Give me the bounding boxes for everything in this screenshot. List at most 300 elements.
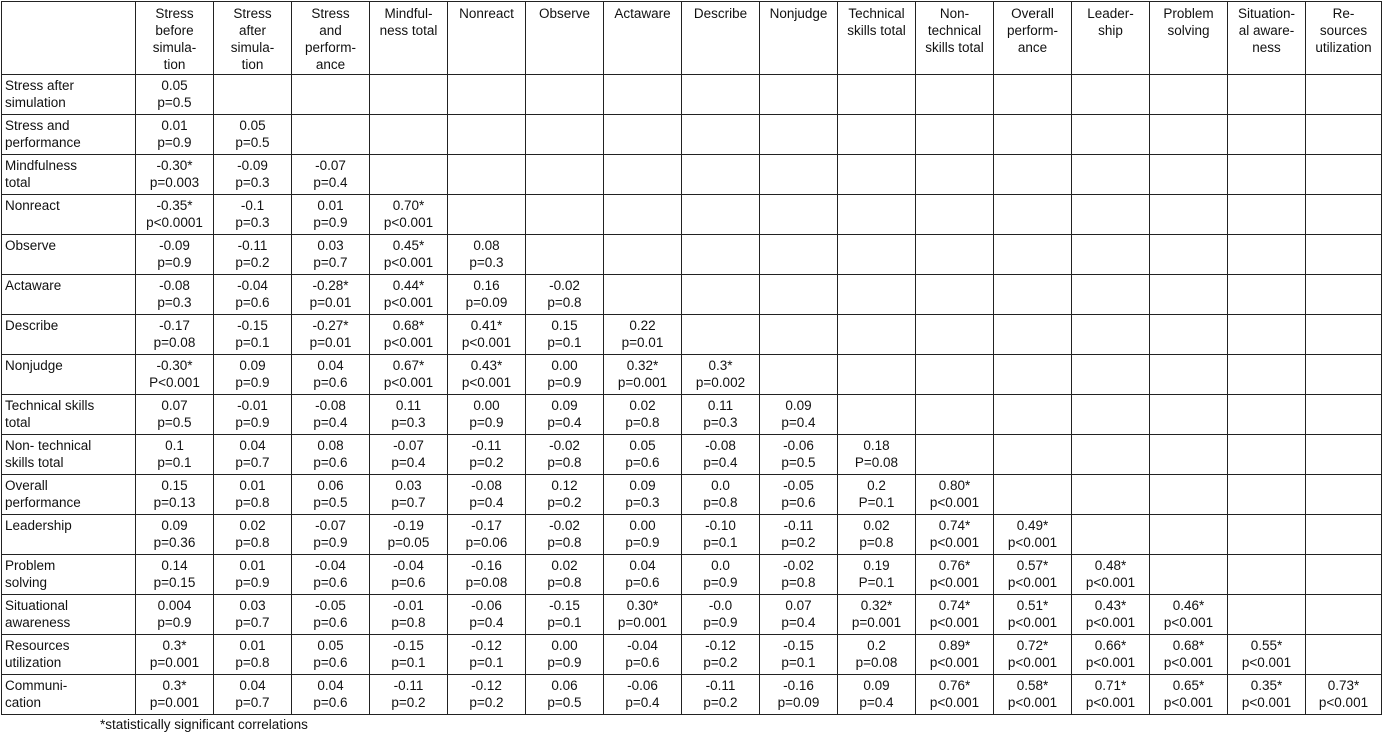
correlation-cell <box>292 595 370 635</box>
correlation-cell <box>292 315 370 355</box>
label-line: Nonjudge <box>5 358 63 373</box>
correlation-cell <box>292 235 370 275</box>
empty-cell <box>1072 275 1150 315</box>
coefficient-value: 0.19 <box>863 558 890 573</box>
correlation-cell <box>1150 595 1228 635</box>
table-row <box>2 235 1382 275</box>
correlation-cell <box>214 435 292 475</box>
coefficient-value: -0.09 <box>159 238 190 253</box>
empty-cell <box>760 355 838 395</box>
empty-cell <box>604 75 682 115</box>
empty-cell <box>1072 435 1150 475</box>
column-header <box>448 2 526 75</box>
coefficient-value: 0.48* <box>1094 558 1127 573</box>
coefficient-value: 0.76* <box>938 558 971 573</box>
empty-cell <box>1150 435 1228 475</box>
correlation-cell <box>214 235 292 275</box>
coefficient-value: 0.70* <box>392 198 425 213</box>
correlation-cell <box>292 435 370 475</box>
row-header <box>2 115 136 155</box>
label-line: skills total <box>847 23 906 38</box>
coefficient-value: 0.57* <box>1016 558 1049 573</box>
coefficient-value: 0.45* <box>392 238 425 253</box>
correlation-cell <box>1072 635 1150 675</box>
coefficient-value: -0.01 <box>237 398 268 413</box>
coefficient-value: 0.41* <box>470 318 503 333</box>
empty-cell <box>994 435 1072 475</box>
empty-cell <box>1150 315 1228 355</box>
label-line: skills total <box>925 40 984 55</box>
correlation-cell <box>682 395 760 435</box>
coefficient-value: 0.00 <box>473 398 500 413</box>
correlation-cell <box>604 515 682 555</box>
p-value: p=0.6 <box>391 575 426 590</box>
column-header <box>214 2 292 75</box>
p-value: p=0.3 <box>391 415 426 430</box>
empty-cell <box>1150 235 1228 275</box>
empty-cell <box>1150 355 1228 395</box>
coefficient-value: -0.16 <box>783 678 814 693</box>
p-value: p<0.001 <box>1007 535 1058 550</box>
empty-cell <box>916 395 994 435</box>
table-row <box>2 275 1382 315</box>
empty-cell <box>1150 75 1228 115</box>
correlation-cell <box>916 515 994 555</box>
empty-cell <box>994 355 1072 395</box>
correlation-table <box>1 1 1382 715</box>
label-line: Stress and <box>5 118 70 133</box>
correlation-cell <box>136 235 214 275</box>
coefficient-value: 0.02 <box>551 558 578 573</box>
empty-cell <box>526 235 604 275</box>
coefficient-value: 0.43* <box>470 358 503 373</box>
label-line: Situation- <box>1237 6 1296 21</box>
table-row <box>2 75 1382 115</box>
empty-cell <box>370 115 448 155</box>
correlation-cell <box>214 315 292 355</box>
correlation-cell <box>370 475 448 515</box>
p-value: p=0.4 <box>313 415 348 430</box>
empty-cell <box>1228 235 1306 275</box>
label-line: ance <box>315 57 346 72</box>
correlation-cell <box>604 475 682 515</box>
correlation-cell <box>916 555 994 595</box>
label-line: Nonjudge <box>769 6 828 21</box>
correlation-cell <box>214 195 292 235</box>
coefficient-value: -0.15 <box>237 318 268 333</box>
correlation-cell <box>838 435 916 475</box>
label-line: Describe <box>5 318 59 333</box>
empty-cell <box>838 155 916 195</box>
coefficient-value: 0.80* <box>938 478 971 493</box>
p-value: p=0.7 <box>313 255 348 270</box>
column-header <box>1306 2 1382 75</box>
p-value: p=0.5 <box>157 415 192 430</box>
coefficient-value: -0.10 <box>705 518 736 533</box>
coefficient-value: 0.49* <box>1016 518 1049 533</box>
correlation-cell <box>682 475 760 515</box>
empty-cell <box>838 195 916 235</box>
p-value: p=0.3 <box>469 255 504 270</box>
p-value: p<0.001 <box>1163 655 1214 670</box>
coefficient-value: 0.04 <box>239 678 266 693</box>
correlation-cell <box>994 595 1072 635</box>
p-value: p=0.003 <box>149 175 200 190</box>
p-value: p<0.001 <box>1085 655 1136 670</box>
p-value: p=0.6 <box>313 655 348 670</box>
p-value: p=0.2 <box>781 535 816 550</box>
correlation-cell <box>136 195 214 235</box>
correlation-cell <box>214 595 292 635</box>
coefficient-value: 0.11 <box>395 398 422 413</box>
empty-cell <box>1306 275 1382 315</box>
correlation-cell <box>214 395 292 435</box>
coefficient-value: 0.68* <box>392 318 425 333</box>
corner-cell <box>2 2 136 75</box>
table-row <box>2 475 1382 515</box>
coefficient-value: 0.2 <box>867 638 886 653</box>
p-value: p=0.13 <box>153 495 196 510</box>
p-value: p=0.6 <box>625 575 660 590</box>
coefficient-value: 0.01 <box>239 478 266 493</box>
empty-cell <box>1306 155 1382 195</box>
correlation-cell <box>448 275 526 315</box>
coefficient-value: 0.72* <box>1016 638 1049 653</box>
p-value: p<0.001 <box>461 335 512 350</box>
empty-cell <box>994 115 1072 155</box>
correlation-cell <box>760 595 838 635</box>
empty-cell <box>1228 435 1306 475</box>
p-value: p=0.5 <box>313 495 348 510</box>
label-line: Describe <box>693 6 748 21</box>
p-value: p=0.6 <box>313 615 348 630</box>
coefficient-value: 0.74* <box>938 518 971 533</box>
empty-cell <box>1306 115 1382 155</box>
p-value: p=0.1 <box>157 455 192 470</box>
correlation-cell <box>136 515 214 555</box>
empty-cell <box>994 195 1072 235</box>
p-value: p<0.001 <box>1085 695 1136 710</box>
p-value: p=0.05 <box>387 535 430 550</box>
correlation-cell <box>292 195 370 235</box>
label-line: Stress <box>155 6 194 21</box>
coefficient-value: -0.15 <box>783 638 814 653</box>
correlation-cell <box>604 595 682 635</box>
coefficient-value: 0.004 <box>157 598 192 613</box>
coefficient-value: 0.1 <box>165 438 184 453</box>
correlation-cell <box>214 675 292 715</box>
empty-cell <box>1228 555 1306 595</box>
correlation-cell <box>214 275 292 315</box>
correlation-cell <box>214 115 292 155</box>
coefficient-value: 0.05 <box>317 638 344 653</box>
p-value: p=0.1 <box>547 335 582 350</box>
correlation-cell <box>526 635 604 675</box>
coefficient-value: 0.01 <box>239 558 266 573</box>
empty-cell <box>1306 395 1382 435</box>
empty-cell <box>214 75 292 115</box>
empty-cell <box>1072 315 1150 355</box>
coefficient-value: -0.08 <box>159 278 190 293</box>
correlation-cell <box>370 675 448 715</box>
correlation-cell <box>526 355 604 395</box>
coefficient-value: 0.11 <box>707 398 734 413</box>
correlation-cell <box>760 475 838 515</box>
coefficient-value: -0.16 <box>471 558 502 573</box>
correlation-cell <box>682 435 760 475</box>
correlation-cell <box>916 475 994 515</box>
row-header <box>2 675 136 715</box>
label-line: Technical skills <box>5 398 95 413</box>
empty-cell <box>916 275 994 315</box>
column-header <box>526 2 604 75</box>
coefficient-value: 0.89* <box>938 638 971 653</box>
p-value: p<0.001 <box>383 375 434 390</box>
p-value: p=0.8 <box>703 495 738 510</box>
coefficient-value: -0.11 <box>237 238 268 253</box>
p-value: p<0.001 <box>383 335 434 350</box>
label-line: utilization <box>1315 40 1372 55</box>
column-header <box>1072 2 1150 75</box>
coefficient-value: 0.76* <box>938 678 971 693</box>
correlation-cell <box>838 635 916 675</box>
correlation-cell <box>760 435 838 475</box>
correlation-cell <box>292 635 370 675</box>
correlation-cell <box>136 115 214 155</box>
empty-cell <box>1228 115 1306 155</box>
p-value: p=0.7 <box>391 495 426 510</box>
label-line: total <box>5 175 31 190</box>
p-value: p=0.2 <box>703 655 738 670</box>
p-value: p=0.4 <box>781 415 816 430</box>
coefficient-value: 0.14 <box>161 558 188 573</box>
coefficient-value: -0.06 <box>627 678 658 693</box>
coefficient-value: 0.18 <box>863 438 890 453</box>
correlation-cell <box>448 595 526 635</box>
empty-cell <box>916 155 994 195</box>
correlation-cell <box>214 635 292 675</box>
empty-cell <box>1306 515 1382 555</box>
correlation-cell <box>1072 595 1150 635</box>
correlation-cell <box>760 635 838 675</box>
p-value: p=0.2 <box>547 495 582 510</box>
p-value: p=0.7 <box>235 615 270 630</box>
empty-cell <box>1072 355 1150 395</box>
coefficient-value: -0.06 <box>783 438 814 453</box>
correlation-cell <box>136 75 214 115</box>
p-value: p<0.001 <box>929 655 980 670</box>
coefficient-value: -0.11 <box>783 518 814 533</box>
correlation-cell <box>448 395 526 435</box>
empty-cell <box>1306 635 1382 675</box>
coefficient-value: -0.04 <box>393 558 424 573</box>
row-header <box>2 275 136 315</box>
p-value: p=0.01 <box>621 335 664 350</box>
column-header <box>292 2 370 75</box>
coefficient-value: -0.35* <box>156 198 193 213</box>
label-line: before <box>155 23 194 38</box>
empty-cell <box>682 275 760 315</box>
empty-cell <box>838 75 916 115</box>
p-value: p=0.9 <box>235 415 270 430</box>
empty-cell <box>1228 275 1306 315</box>
coefficient-value: 0.09 <box>161 518 188 533</box>
coefficient-value: 0.46* <box>1172 598 1205 613</box>
label-line: Overall <box>5 478 48 493</box>
empty-cell <box>1072 75 1150 115</box>
correlation-cell <box>682 555 760 595</box>
p-value: p<0.001 <box>461 375 512 390</box>
coefficient-value: -0.01 <box>393 598 424 613</box>
footnote: *statistically significant correlations <box>100 717 308 732</box>
coefficient-value: -0.17 <box>159 318 190 333</box>
coefficient-value: 0.07 <box>785 598 812 613</box>
correlation-cell <box>526 475 604 515</box>
p-value: p<0.0001 <box>146 215 203 230</box>
p-value: p=0.6 <box>313 575 348 590</box>
correlation-cell <box>370 515 448 555</box>
p-value: p=0.4 <box>781 615 816 630</box>
p-value: p=0.8 <box>235 535 270 550</box>
correlation-cell <box>994 555 1072 595</box>
label-line: Nonreact <box>459 6 514 21</box>
empty-cell <box>1228 315 1306 355</box>
coefficient-value: 0.12 <box>551 478 578 493</box>
correlation-cell <box>1228 635 1306 675</box>
p-value: p=0.6 <box>313 695 348 710</box>
coefficient-value: 0.35* <box>1250 678 1283 693</box>
coefficient-value: -0.28* <box>312 278 349 293</box>
row-header <box>2 595 136 635</box>
correlation-cell <box>214 475 292 515</box>
empty-cell <box>838 395 916 435</box>
column-header <box>838 2 916 75</box>
coefficient-value: -0.15 <box>549 598 580 613</box>
label-line: Leadership <box>5 518 72 533</box>
empty-cell <box>448 195 526 235</box>
p-value: p=0.4 <box>625 695 660 710</box>
coefficient-value: 0.03 <box>395 478 422 493</box>
empty-cell <box>1228 75 1306 115</box>
coefficient-value: -0.30* <box>156 158 193 173</box>
correlation-cell <box>1072 555 1150 595</box>
coefficient-value: 0.0 <box>711 558 730 573</box>
p-value: p<0.001 <box>1007 615 1058 630</box>
coefficient-value: 0.08 <box>473 238 500 253</box>
empty-cell <box>526 155 604 195</box>
coefficient-value: 0.01 <box>239 638 266 653</box>
table-row <box>2 635 1382 675</box>
coefficient-value: 0.68* <box>1172 638 1205 653</box>
label-line: perform- <box>1006 23 1058 38</box>
p-value: p=0.9 <box>235 575 270 590</box>
table-row <box>2 315 1382 355</box>
empty-cell <box>682 195 760 235</box>
coefficient-value: -0.02 <box>783 558 814 573</box>
coefficient-value: -0.08 <box>471 478 502 493</box>
p-value: p=0.6 <box>313 455 348 470</box>
correlation-cell <box>994 515 1072 555</box>
label-line: after <box>238 23 266 38</box>
coefficient-value: -0.04 <box>237 278 268 293</box>
coefficient-value: -0.12 <box>705 638 736 653</box>
coefficient-value: -0.11 <box>705 678 736 693</box>
coefficient-value: -0.11 <box>393 678 424 693</box>
empty-cell <box>1306 595 1382 635</box>
coefficient-value: 0.66* <box>1094 638 1127 653</box>
label-line: Actaware <box>614 6 671 21</box>
p-value: p=0.9 <box>157 615 192 630</box>
p-value: p<0.001 <box>929 575 980 590</box>
label-line: Observe <box>538 6 591 21</box>
p-value: p<0.001 <box>1163 615 1214 630</box>
correlation-cell <box>682 675 760 715</box>
correlation-cell <box>370 595 448 635</box>
correlation-cell <box>682 355 760 395</box>
label-line: tion <box>163 57 186 72</box>
p-value: P=0.1 <box>858 495 895 510</box>
empty-cell <box>682 315 760 355</box>
p-value: p=0.1 <box>391 655 426 670</box>
label-line: and <box>319 23 342 38</box>
p-value: p=0.4 <box>313 175 348 190</box>
p-value: p=0.9 <box>547 375 582 390</box>
empty-cell <box>1228 155 1306 195</box>
label-line: ance <box>1017 40 1048 55</box>
table-row <box>2 115 1382 155</box>
coefficient-value: 0.09 <box>863 678 890 693</box>
p-value: p=0.01 <box>309 335 352 350</box>
coefficient-value: 0.00 <box>551 638 578 653</box>
correlation-cell <box>136 555 214 595</box>
coefficient-value: -0.02 <box>549 518 580 533</box>
table-row <box>2 155 1382 195</box>
coefficient-value: 0.09 <box>785 398 812 413</box>
p-value: p=0.9 <box>703 615 738 630</box>
row-header <box>2 355 136 395</box>
coefficient-value: -0.06 <box>471 598 502 613</box>
coefficient-value: 0.55* <box>1250 638 1283 653</box>
correlation-cell <box>136 435 214 475</box>
p-value: p=0.36 <box>153 535 196 550</box>
p-value: p=0.2 <box>235 255 270 270</box>
column-header <box>1150 2 1228 75</box>
table-row <box>2 515 1382 555</box>
empty-cell <box>1306 75 1382 115</box>
p-value: p=0.09 <box>777 695 820 710</box>
coefficient-value: 0.02 <box>863 518 890 533</box>
empty-cell <box>1306 355 1382 395</box>
p-value: p=0.3 <box>625 495 660 510</box>
p-value: p=0.2 <box>469 695 504 710</box>
p-value: p=0.8 <box>625 415 660 430</box>
p-value: p<0.001 <box>383 215 434 230</box>
p-value: p=0.6 <box>625 655 660 670</box>
p-value: p=0.3 <box>235 175 270 190</box>
correlation-cell <box>448 435 526 475</box>
coefficient-value: -0.11 <box>471 438 502 453</box>
coefficient-value: -0.05 <box>315 598 346 613</box>
label-line: cation <box>5 695 42 710</box>
correlation-cell <box>214 155 292 195</box>
correlation-cell <box>1150 675 1228 715</box>
p-value: p=0.9 <box>157 135 192 150</box>
label-line: Stress <box>311 6 350 21</box>
p-value: p<0.001 <box>1007 575 1058 590</box>
p-value: p<0.001 <box>1241 695 1292 710</box>
empty-cell <box>1306 435 1382 475</box>
empty-cell <box>292 75 370 115</box>
